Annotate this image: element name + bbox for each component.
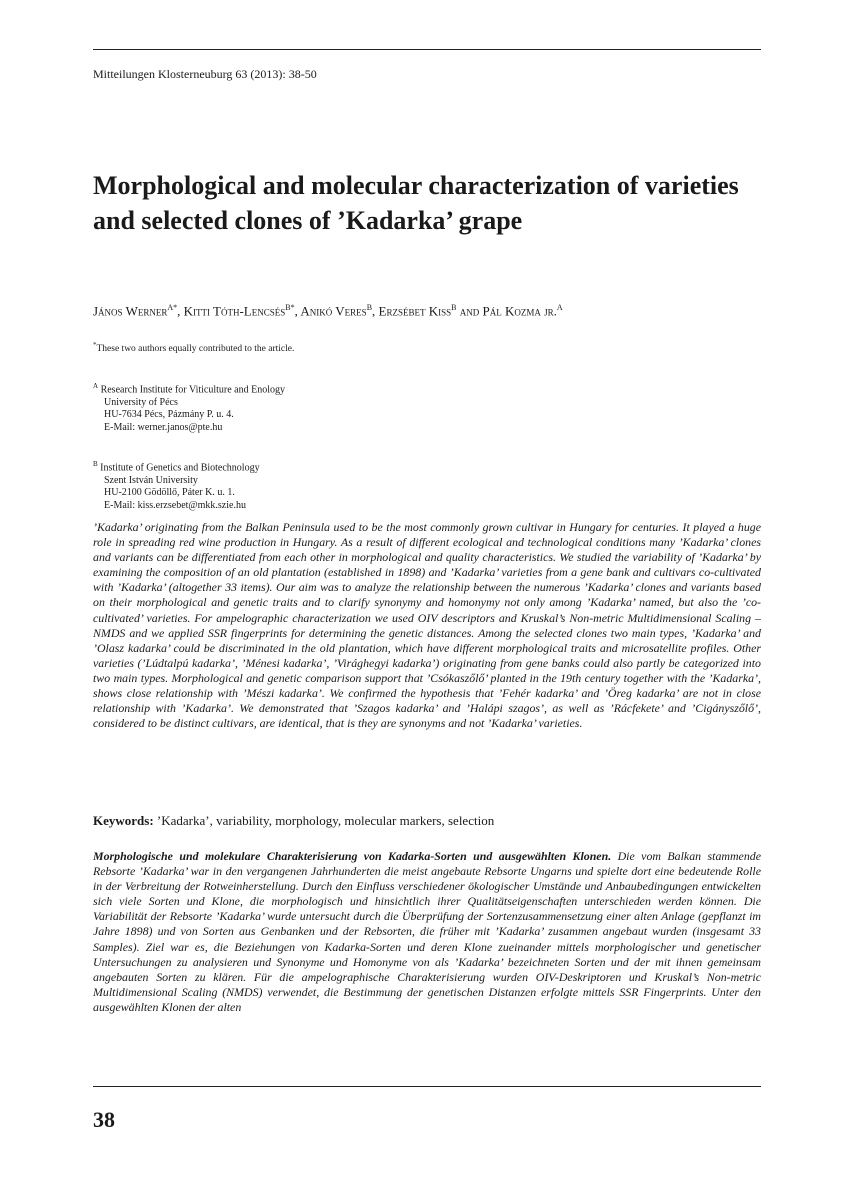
author-separator: , bbox=[294, 303, 301, 319]
affiliation-line: HU-2100 Gödöllő, Páter K. u. 1. bbox=[104, 487, 235, 499]
german-abstract bbox=[93, 849, 761, 1015]
affiliation-line: Institute of Genetics and Biotechnology bbox=[100, 462, 260, 474]
author-affiliation-mark: B* bbox=[285, 303, 295, 312]
author-name: Anikó Veres bbox=[300, 303, 367, 319]
affiliation-line: Szent István University bbox=[104, 474, 198, 486]
author-affiliation-mark: B bbox=[451, 303, 457, 312]
author-separator: , bbox=[372, 303, 379, 319]
equal-contribution-note bbox=[93, 341, 294, 354]
author-name: Kitti Tóth-Lencsés bbox=[183, 303, 286, 319]
author-affiliation-mark: A bbox=[556, 303, 563, 312]
keywords-label: Keywords: bbox=[93, 813, 154, 828]
author-name: Pál Kozma jr. bbox=[482, 303, 557, 319]
author-list bbox=[93, 303, 563, 319]
footnote-mark: * bbox=[93, 341, 97, 349]
affiliation-mark: B bbox=[93, 460, 98, 468]
affiliation-a bbox=[93, 380, 285, 434]
german-abstract-title: Morphologische und molekulare Charakterisierung von Kadarka-Sorten und ausgewählten Klonen. bbox=[93, 849, 612, 863]
author-affiliation-mark: B bbox=[366, 303, 373, 312]
author-separator: , bbox=[177, 303, 184, 319]
journal-citation: Mitteilungen Klosterneuburg 63 (2013): 38-50 bbox=[93, 67, 317, 81]
affiliation-line: University of Pécs bbox=[104, 396, 178, 408]
affiliation-email: E-Mail: werner.janos@pte.hu bbox=[104, 421, 223, 433]
affiliation-line: HU-7634 Pécs, Pázmány P. u. 4. bbox=[104, 409, 234, 421]
page-number: 38 bbox=[93, 1107, 115, 1132]
author-name: Erzsébet Kiss bbox=[378, 303, 452, 319]
german-abstract-text: Die vom Balkan stammende Rebsorte ’Kadarka’ war in den vergangenen Jahrhunderten die meist angebaute Rebsorte Ungarns und spielte dort eine bedeutende Rolle in der Verbreitung der Rotweinherstellung. Durch den Einfluss verschiedener ökologischer Umstände und Anbaubedingungen entwickelten sich viele Sorten und Klone, die morphologisch und hinsichtlich ihrer Qualitätseigenschaften unterschieden werden können. Die Variabilität der Rebsorte ’Kadarka’ wurde untersucht durch die Überprüfung der Sortenzusammensetzung einer alten Anlage (gepflanzt im Jahre 1898) und von Sorten aus Genbanken und der Rebsorten, die früher mit ’Kadarka’ zusammen angebaut wurden (insgesamt 33 Samples). Ziel war es, die Beziehungen von Kadarka-Sorten und deren Klone zueinander mittels morphologischer und genetischer Untersuchungen zu analysieren und Synonyme und Homonyme von als ’Kadarka’ bezeichneten Sorten und der mit ihnen gemeinsam angebauten Sorten zu klären. Für die ampelographische Charakterisierung wurden OIV-Deskriptoren und Kruskal’s Non-metric Multidimensional Scaling (NMDS) verwendet, die Bestimmung der genetischen Distanzen erfolgte mittels SSR Fingerprints. Unter den ausgewählten Klonen der alten bbox=[93, 849, 762, 1014]
affiliation-mark: A bbox=[93, 382, 99, 390]
affiliation-email: E-Mail: kiss.erzsebet@mkk.szie.hu bbox=[104, 499, 246, 511]
footnote-text: These two authors equally contributed to the article. bbox=[96, 344, 295, 355]
bottom-rule bbox=[93, 1086, 761, 1087]
author-affiliation-mark: A* bbox=[167, 303, 178, 312]
keywords-text: ’Kadarka’, variability, morphology, molecular markers, selection bbox=[156, 813, 495, 828]
affiliation-b bbox=[93, 458, 260, 512]
keywords bbox=[93, 813, 494, 829]
affiliation-line: Research Institute for Viticulture and Enology bbox=[100, 384, 286, 396]
author-name: János Werner bbox=[93, 303, 168, 319]
abstract: ’Kadarka’ originating from the Balkan Peninsula used to be the most commonly grown cultivar in Hungary for centuries. It played a huge role in spreading red wine production in Hungary. As a result of different ecological and technological conditions many ’Kadarka’ clones and variants can be differentiated from each other in morphological and quality characteristics. We studied the variability of ’Kadarka’ by examining the composition of an old plantation (established in 1898) and ’Kadarka’ varieties from a gene bank and cultivars co-cultivated with ’Kadarka’ (altogether 33 items). Our aim was to analyze the relationship between the numerous ’Kadarka’ clones and variants based on their morphological and genetic traits and to clarify synonymy and homonymy not only among ’Kadarka’ named, but also the ’co-cultivated’ varieties. For ampelographic characterization we used OIV descriptors and Kruskal’s Non-metric Multidimensional Scaling – NMDS and we applied SSR fingerprints for determining the genetic distances. Among the selected clones two main types, ’Kadarka’ and ’Olasz kadarka’ could be discriminated in the old plantation, which have different morphological traits and microsatellite profiles. Other varieties (’Lúdtalpú kadarka’, ’Ménesi kadarka’, ’Virághegyi kadarka’) originating from gene banks could also partly be categorized into two main types. Morphological and genetic comparison support that ’Csókaszőlő’ planted in the 19th century together with the ’Kadarka’, shows close relationship with ’Mészi kadarka’. We confirmed the hypothesis that ’Fehér kadarka’ and ’Öreg kadarka’ are not in close relationship with ’Kadarka’. We demonstrated that ’Szagos kadarka’ and ’Halápi szagos’, as well as ’Rácfekete’ and ’Cigányszőlő’, considered to be distinct cultivars, are identical, that is they are synonyms and not ’Kadarka’ varieties. bbox=[93, 520, 761, 731]
top-rule bbox=[93, 49, 761, 50]
article-title: Morphological and molecular characterization of varieties and selected clones of ’Kadarka’ grape bbox=[93, 171, 739, 235]
author-separator: and bbox=[456, 303, 483, 319]
